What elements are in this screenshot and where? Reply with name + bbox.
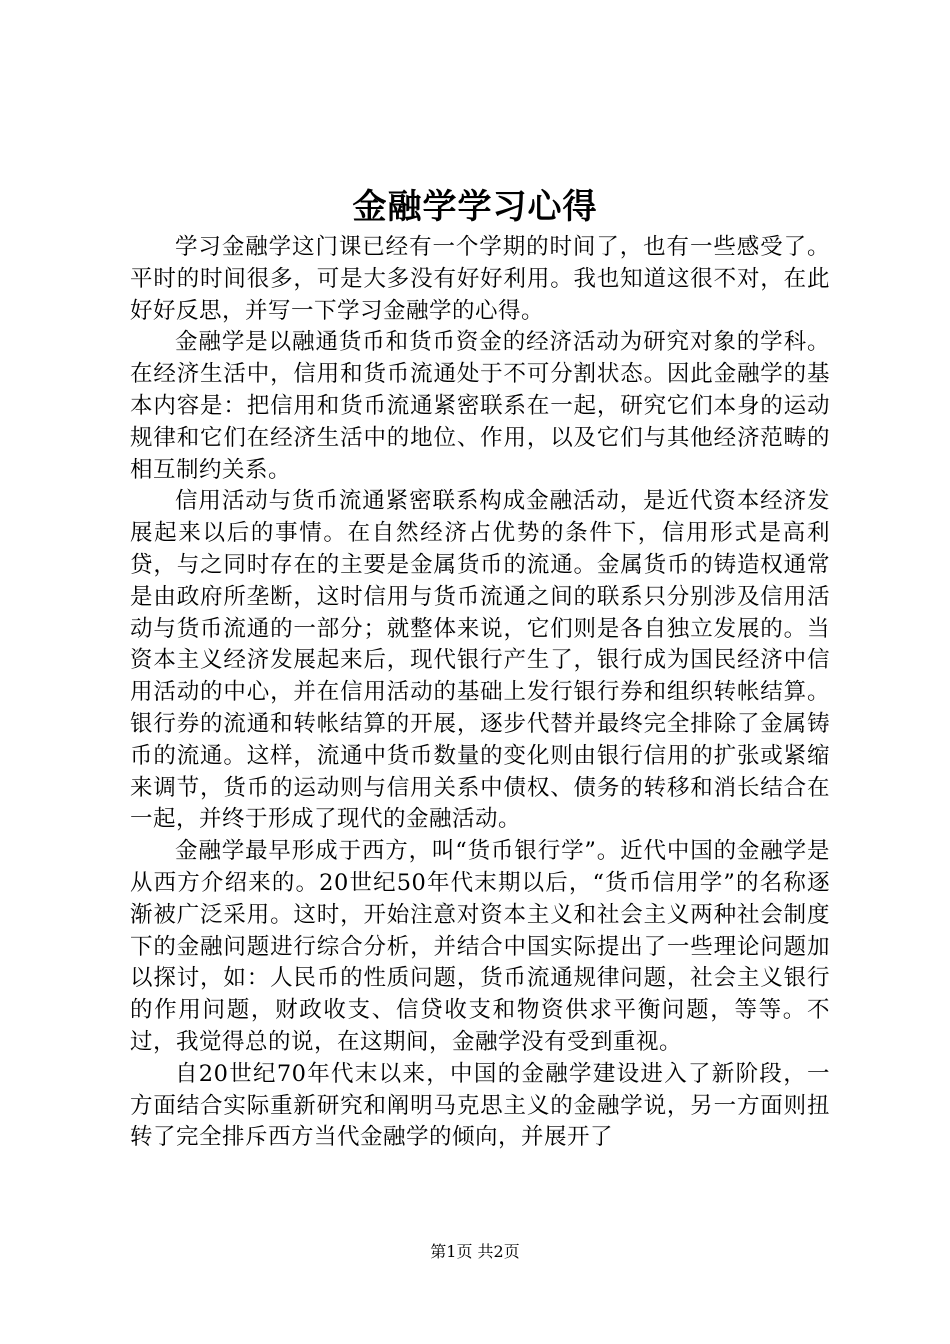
paragraph-3: 信用活动与货币流通紧密联系构成金融活动，是近代资本经济发展起来以后的事情。在自然经济占优势的条件下，信用形式是高利贷，与之同时存在的主要是金属货币的流通。金属货币的铸造权通常是由政府所垄断，这时信用与货币流通之间的联系只分别涉及信用活动与货币流通的一部分；就整体来说，它们则是各自独立发展的。当资本主义经济发展起来后，现代银行产生了，银行成为国民经济中信用活动的中心，并在信用活动的基础上发行银行券和组织转帐结算。银行券的流通和转帐结算的开展，逐步代替并最终完全排除了金属铸币的流通。这样，流通中货币数量的变化则由银行信用的扩张或紧缩来调节，货币的运动则与信用关系中债权、债务的转移和消长结合在一起，并终于形成了现代的金融活动。 — [130, 488, 830, 833]
paragraph-1: 学习金融学这门课已经有一个学期的时间了，也有一些感受了。平时的时间很多，可是大多没有好好利用。我也知道这很不对，在此好好反思，并写一下学习金融学的心得。 — [130, 234, 830, 324]
paragraph-2: 金融学是以融通货币和货币资金的经济活动为研究对象的学科。在经济生活中，信用和货币流通处于不可分割状态。因此金融学的基本内容是：把信用和货币流通紧密联系在一起，研究它们本身的运动规律和它们在经济生活中的地位、作用，以及它们与其他经济范畴的相互制约关系。 — [130, 329, 830, 483]
document-body — [130, 232, 830, 1154]
paragraph-5: 自20世纪70年代末以来，中国的金融学建设进入了新阶段，一方面结合实际重新研究和阐明马克思主义的金融学说，另一方面则扭转了完全排斥西方当代金融学的倾向，并展开了 — [130, 1060, 830, 1151]
page-number: 第1页 — [430, 1242, 473, 1261]
page-footer — [0, 1241, 950, 1263]
document-title: 金融学学习心得 — [352, 187, 598, 227]
page-total: 共2页 — [477, 1242, 520, 1261]
paragraph-4: 金融学最早形成于西方，叫“货币银行学”。近代中国的金融学是从西方介绍来的。20世纪50年代末期以后，“货币信用学”的名称逐渐被广泛采用。这时，开始注意对资本主义和社会主义两种社会制度下的金融问题进行综合分析，并结合中国实际提出了一些理论问题加以探讨，如：人民币的性质问题，货币流通规律问题，社会主义银行的作用问题，财政收支、信贷收支和物资供求平衡问题，等等。不过，我觉得总的说，在这期间，金融学没有受到重视。 — [130, 838, 830, 1055]
